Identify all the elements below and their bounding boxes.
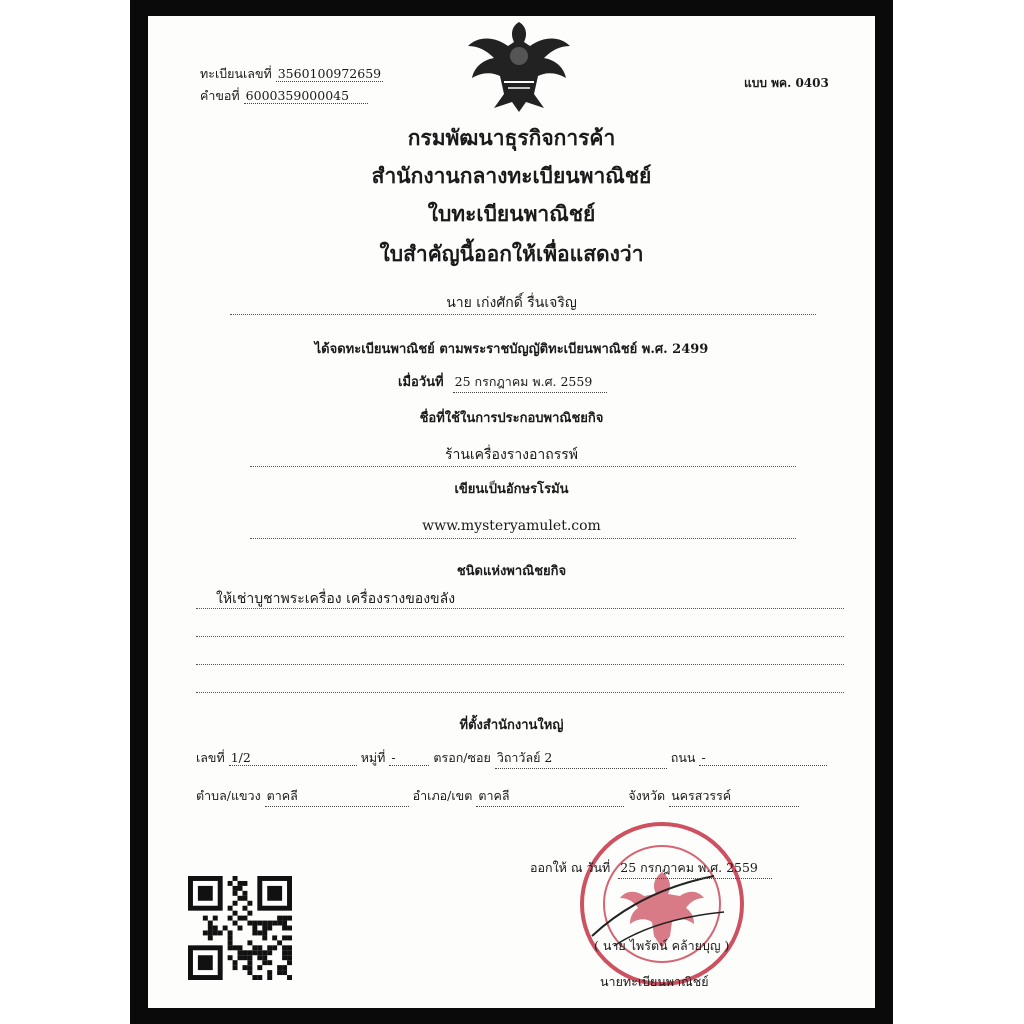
office-title: สำนักงานกลางทะเบียนพาณิชย์ [371,163,652,188]
signer-title: นายทะเบียนพาณิชย์ [600,974,709,989]
garuda-emblem-icon [464,16,574,114]
certificate-title: ใบทะเบียนพาณิชย์ [427,201,596,226]
request-number-row [200,86,368,106]
registration-date-row [398,371,607,393]
business-type-line-2 [196,636,844,637]
request-number-label: คำขอที่ [200,88,240,103]
province-label: จังหวัด [628,788,666,803]
amphoe-value: ตาคลี [476,786,624,807]
address-district-row [196,786,799,807]
roman-name-label: เขียนเป็นอักษรโรมัน [454,482,569,497]
certifies-statement: ใบสำคัญนี้ออกให้เพื่อแสดงว่า [379,241,644,266]
department-title: กรมพัฒนาธุรกิจการค้า [407,125,616,150]
province-value: นครสวรรค์ [669,786,799,807]
roman-name-line [250,538,796,539]
tambon-label: ตำบล/แขวง [196,788,261,803]
house-number-value: 1/2 [229,750,357,766]
business-type-value: ให้เช่าบูชาพระเครื่อง เครื่องรางของขลัง [216,591,456,607]
road-value: - [699,750,827,766]
address-number-row [196,748,827,769]
registration-number-value: 3560100972659 [277,66,382,81]
signer-name: ( นาย ไพรัตน์ คล้ายบุญ ) [594,938,730,953]
business-name-line [250,466,796,467]
holder-name: นาย เก่งศักดิ์ รื่นเจริญ [446,295,577,311]
moo-value: - [389,750,429,766]
qr-code-icon [188,876,292,980]
business-type-line-3 [196,664,844,665]
registration-date-value: 25 กรกฎาคม พ.ศ. 2559 [453,372,607,393]
act-statement: ได้จดทะเบียนพาณิชย์ ตามพระราชบัญญัติทะเบียนพาณิชย์ พ.ศ. 2499 [314,342,709,357]
business-name-value: ร้านเครื่องรางอาถรรพ์ [444,447,579,463]
tambon-value: ตาคลี [265,786,409,807]
soi-value: วิถาวัลย์ 2 [495,748,667,769]
registrar-stamp-seal [574,816,750,992]
office-address-label: ที่ตั้งสำนักงานใหญ่ [459,718,564,733]
road-label: ถนน [670,750,696,765]
registration-date-label: เมื่อวันที่ [398,375,444,390]
business-type-line-1 [196,608,844,609]
roman-name-value: www.mysteryamulet.com [422,518,601,534]
request-number-value: 6000359000045 [244,88,368,104]
business-type-line-4 [196,692,844,693]
issue-date-value: 25 กรกฎาคม พ.ศ. 2559 [618,858,772,879]
issue-date-label: ออกให้ ณ วันที่ [530,860,611,875]
issue-date-row [530,858,772,879]
house-number-label: เลขที่ [196,750,225,765]
moo-label: หมู่ที่ [360,750,386,765]
certificate-document [148,16,875,1008]
amphoe-label: อำเภอ/เขต [412,788,473,803]
business-type-label: ชนิดแห่งพาณิชยกิจ [456,564,567,579]
registration-number-row [200,64,383,84]
holder-name-line [230,314,816,315]
form-code: แบบ พค. 0403 [744,76,829,90]
registration-number-label: ทะเบียนเลขที่ [200,66,272,81]
soi-label: ตรอก/ซอย [433,750,491,765]
business-name-label: ชื่อที่ใช้ในการประกอบพาณิชยกิจ [419,411,604,426]
